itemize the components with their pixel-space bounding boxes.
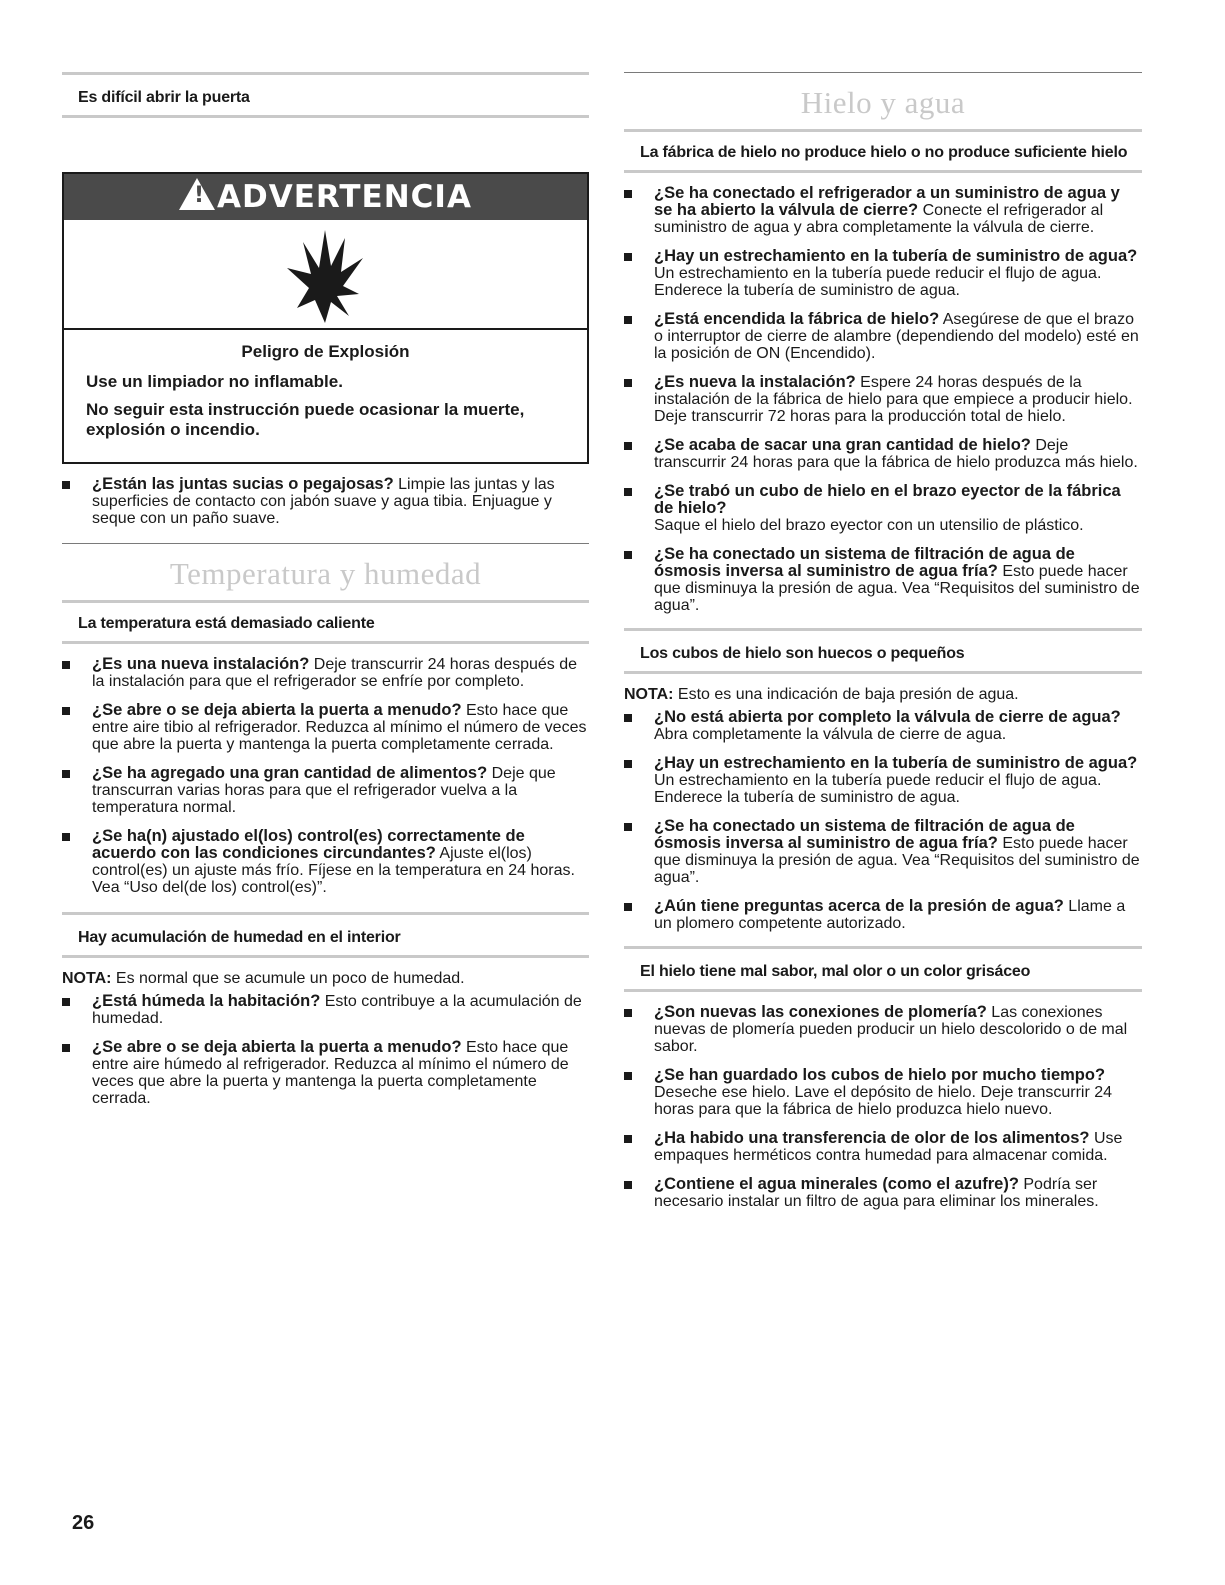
list-item: ¿Se ha conectado el refrigerador a un suministro de agua y se ha abierto la válvula de cierre? Conecte el refrigerador al suministro de agua y abra completamente la válvula de cierre. xyxy=(624,185,1142,236)
right-column xyxy=(624,72,1142,1210)
warning-line-1: Use un limpiador no inflamable. xyxy=(86,372,343,391)
warning-danger-label: Peligro de Explosión xyxy=(241,342,410,361)
hot-heading: La temperatura está demasiado caliente xyxy=(62,600,589,644)
list-item: ¿Es nueva la instalación? Espere 24 horas después de la instalación de la fábrica de hielo para que empiece a producir hielo. Deje transcurrir 72 horas para la producción total de hielo. xyxy=(624,374,1142,425)
bullet-icon xyxy=(62,707,70,715)
explosion-icon xyxy=(285,228,365,324)
warning-triangle-icon: ! xyxy=(179,178,215,210)
list-item: ¿Se abre o se deja abierta la puerta a menudo? Esto hace que entre aire húmedo al refrigerador. Reduzca al mínimo el número de veces que abre la puerta y mantenga la puerta completamente cerrada. xyxy=(62,1039,589,1107)
door-items xyxy=(62,476,589,527)
bullet-icon xyxy=(62,833,70,841)
list-item: ¿Se ha conectado un sistema de filtración de agua de ósmosis inversa al suministro de agua fría? Esto puede hacer que disminuya la presión de agua. Vea “Requisitos del suministro de agua”. xyxy=(624,818,1142,886)
list-item: ¿Se ha agregado una gran cantidad de alimentos? Deje que transcurran varias horas para que el refrigerador vuelva a la temperatura normal. xyxy=(62,765,589,816)
humid-note: NOTA: Es normal que se acumule un poco de humedad. xyxy=(62,970,465,987)
list-item: ¿Se ha conectado un sistema de filtración de agua de ósmosis inversa al suministro de agua fría? Esto puede hacer que disminuya la presión de agua. Vea “Requisitos del suministro de agua”. xyxy=(624,546,1142,614)
bullet-icon xyxy=(624,190,632,198)
bullet-icon xyxy=(62,1044,70,1052)
humid-heading: Hay acumulación de humedad en el interior xyxy=(62,912,589,958)
ice-section-title: Hielo y agua xyxy=(624,72,1142,129)
list-item: ¿Aún tiene preguntas acerca de la presión de agua? Llame a un plomero competente autorizado. xyxy=(624,898,1142,932)
bullet-icon xyxy=(624,1009,632,1017)
list-item: ¿Es una nueva instalación? Deje transcurrir 24 horas después de la instalación para que el refrigerador se enfríe por completo. xyxy=(62,656,589,690)
bullet-icon xyxy=(624,253,632,261)
bullet-icon xyxy=(62,661,70,669)
temp-section-title: Temperatura y humedad xyxy=(62,543,589,600)
list-item: ¿Se trabó un cubo de hielo en el brazo eyector de la fábrica de hielo? Saque el hielo del brazo eyector con un utensilio de plástico. xyxy=(624,483,1142,534)
ice-items xyxy=(624,185,1142,614)
bullet-icon xyxy=(624,903,632,911)
list-item: ¿Hay un estrechamiento en la tubería de suministro de agua? Un estrechamiento en la tubería puede reducir el flujo de agua. Enderece la tubería de suministro de agua. xyxy=(624,248,1142,299)
hollow-items xyxy=(624,709,1142,932)
list-item: ¿Se acaba de sacar una gran cantidad de hielo? Deje transcurrir 24 horas para que la fábrica de hielo produzca más hielo. xyxy=(624,437,1142,471)
list-item: ¿Está húmeda la habitación? Esto contribuye a la acumulación de humedad. xyxy=(62,993,589,1027)
humid-items xyxy=(62,993,589,1107)
warning-title: ADVERTENCIA xyxy=(217,179,472,215)
door-heading: Es difícil abrir la puerta xyxy=(62,72,589,118)
list-item: ¿No está abierta por completo la válvula de cierre de agua? Abra completamente la válvula de cierre de agua. xyxy=(624,709,1142,743)
page-number: 26 xyxy=(72,1512,95,1534)
list-item: ¿Se han guardado los cubos de hielo por mucho tiempo? Deseche ese hielo. Lave el depósito de hielo. Deje transcurrir 24 horas para que la fábrica de hielo produzca hielo nuevo. xyxy=(624,1067,1142,1118)
hot-items xyxy=(62,656,589,896)
bullet-icon xyxy=(62,770,70,778)
bullet-icon xyxy=(624,488,632,496)
bullet-icon xyxy=(62,481,70,489)
warning-header xyxy=(64,174,587,220)
bullet-icon xyxy=(624,442,632,450)
bullet-icon xyxy=(624,1181,632,1189)
bullet-icon xyxy=(62,998,70,1006)
bullet-icon xyxy=(624,1072,632,1080)
list-item: ¿Está encendida la fábrica de hielo? Asegúrese de que el brazo o interruptor de cierre de alambre (dependiendo del modelo) esté en la posición de ON (Encendido). xyxy=(624,311,1142,362)
left-column xyxy=(62,72,589,1107)
bullet-icon xyxy=(624,316,632,324)
list-item: ¿Son nuevas las conexiones de plomería? Las conexiones nuevas de plomería pueden producir un hielo descolorido o de mal sabor. xyxy=(624,1004,1142,1055)
ice-heading: La fábrica de hielo no produce hielo o no produce suficiente hielo xyxy=(624,129,1142,173)
hollow-heading: Los cubos de hielo son huecos o pequeños xyxy=(624,628,1142,674)
list-item: ¿Se ha(n) ajustado el(los) control(es) correctamente de acuerdo con las condiciones circundantes? Ajuste el(los) control(es) un ajuste más frío. Fíjese en la temperatura en 24 horas. Vea “Uso del(de los) control(es)”. xyxy=(62,828,589,896)
bullet-icon xyxy=(624,760,632,768)
list-item: ¿Hay un estrechamiento en la tubería de suministro de agua? Un estrechamiento en la tubería puede reducir el flujo de agua. Enderece la tubería de suministro de agua. xyxy=(624,755,1142,806)
warning-text xyxy=(64,330,587,462)
bullet-icon xyxy=(624,551,632,559)
list-item: ¿Contiene el agua minerales (como el azufre)? Podría ser necesario instalar un filtro de agua para eliminar los minerales. xyxy=(624,1176,1142,1210)
taste-items xyxy=(624,1004,1142,1210)
hollow-note: NOTA: Esto es una indicación de baja presión de agua. xyxy=(624,686,1019,703)
warning-line-2: No seguir esta instrucción puede ocasionar la muerte, explosión o incendio. xyxy=(86,400,525,439)
bullet-icon xyxy=(624,1135,632,1143)
list-item: ¿Ha habido una transferencia de olor de los alimentos? Use empaques herméticos contra humedad para almacenar comida. xyxy=(624,1130,1142,1164)
taste-heading: El hielo tiene mal sabor, mal olor o un color grisáceo xyxy=(624,946,1142,992)
bullet-icon xyxy=(624,379,632,387)
list-item: ¿Se abre o se deja abierta la puerta a menudo? Esto hace que entre aire tibio al refrigerador. Reduzca al mínimo el número de veces que abre la puerta y mantenga la puerta completamente cerrada. xyxy=(62,702,589,753)
warning-icon-row xyxy=(64,220,587,330)
list-item: ¿Están las juntas sucias o pegajosas? Limpie las juntas y las superficies de contacto con jabón suave y agua tibia. Enjuague y seque con un paño suave. xyxy=(62,476,589,527)
warning-box xyxy=(62,172,589,464)
bullet-icon xyxy=(624,823,632,831)
bullet-icon xyxy=(624,714,632,722)
